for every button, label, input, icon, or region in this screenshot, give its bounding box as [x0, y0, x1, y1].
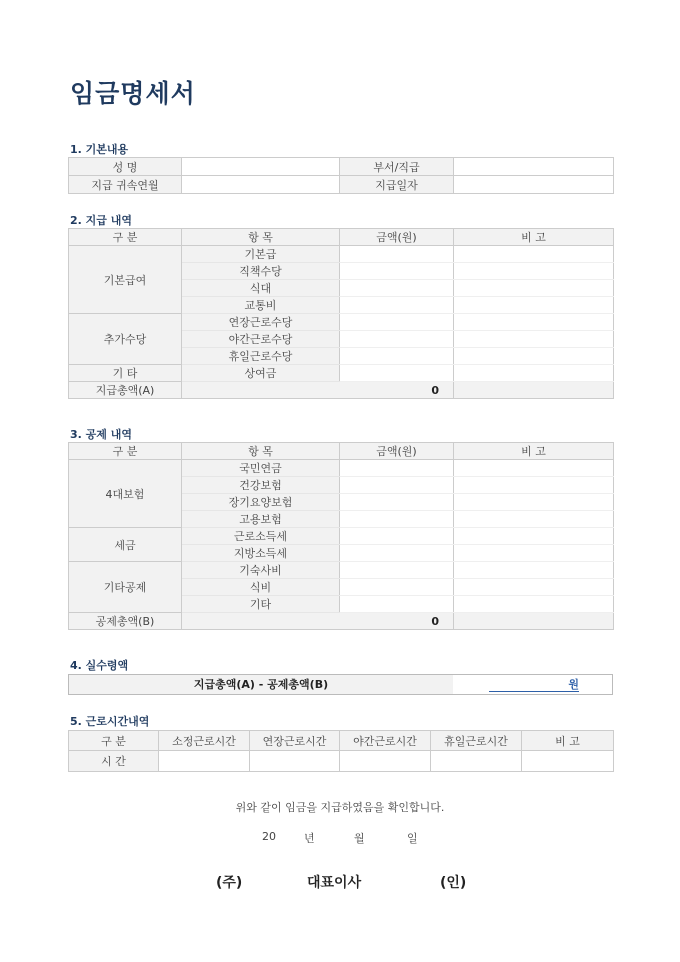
- amount-cell[interactable]: [340, 460, 454, 477]
- note-cell[interactable]: [454, 348, 614, 365]
- payment-total-amount: 0: [431, 383, 439, 397]
- item-label: 근로소득세: [182, 528, 340, 545]
- group-tax: 세금: [69, 528, 182, 562]
- payment-total-value: [182, 382, 454, 399]
- header-item: 항 목: [182, 443, 340, 460]
- amount-cell[interactable]: [340, 263, 454, 280]
- item-label: 기본급: [182, 246, 340, 263]
- date-year-prefix: 20: [262, 830, 276, 843]
- item-label: 지방소득세: [182, 545, 340, 562]
- amount-cell[interactable]: [340, 528, 454, 545]
- basic-info-table: [68, 157, 614, 194]
- net-pay-unit: 원: [568, 678, 579, 691]
- note-cell[interactable]: [454, 246, 614, 263]
- period-field[interactable]: [182, 176, 340, 194]
- overtime-hours-cell[interactable]: [250, 751, 340, 772]
- hours-note-cell[interactable]: [522, 751, 614, 772]
- note-cell[interactable]: [454, 477, 614, 494]
- group-extra-allowance: 추가수당: [69, 314, 182, 365]
- item-label: 기숙사비: [182, 562, 340, 579]
- date-year-label: 년: [304, 832, 315, 845]
- item-label: 야간근로수당: [182, 331, 340, 348]
- amount-cell[interactable]: [340, 348, 454, 365]
- note-cell[interactable]: [454, 280, 614, 297]
- deduction-total-note: [454, 613, 614, 630]
- note-cell[interactable]: [454, 314, 614, 331]
- section-hours-heading: 5. 근로시간내역: [70, 715, 150, 728]
- item-label: 직책수당: [182, 263, 340, 280]
- note-cell[interactable]: [454, 494, 614, 511]
- period-label: 지급 귀속연월: [69, 176, 182, 194]
- item-label: 건강보험: [182, 477, 340, 494]
- note-cell[interactable]: [454, 331, 614, 348]
- amount-cell[interactable]: [340, 562, 454, 579]
- item-label: 국민연금: [182, 460, 340, 477]
- holiday-hours-cell[interactable]: [431, 751, 522, 772]
- confirmation-text: 위와 같이 임금을 지급하였음을 확인합니다.: [235, 801, 445, 814]
- dept-label: 부서/직급: [340, 158, 454, 176]
- amount-cell[interactable]: [340, 511, 454, 528]
- group-basic-pay: 기본급여: [69, 246, 182, 314]
- header-amount: 금액(원): [340, 443, 454, 460]
- item-label: 식대: [182, 280, 340, 297]
- regular-hours-cell[interactable]: [159, 751, 250, 772]
- amount-cell[interactable]: [340, 365, 454, 382]
- hours-header: 야간근로시간: [340, 731, 431, 751]
- item-label: 연장근로수당: [182, 314, 340, 331]
- item-label: 교통비: [182, 297, 340, 314]
- header-note: 비 고: [454, 443, 614, 460]
- payment-table: [68, 228, 614, 399]
- header-amount: 금액(원): [340, 229, 454, 246]
- item-label: 장기요양보험: [182, 494, 340, 511]
- note-cell[interactable]: [454, 562, 614, 579]
- group-social-insurance: 4대보험: [69, 460, 182, 528]
- note-cell[interactable]: [454, 297, 614, 314]
- net-pay-formula: 지급총액(A) - 공제총액(B): [69, 675, 453, 694]
- deduction-total-label: 공제총액(B): [69, 613, 182, 630]
- section-deduction-heading: 3. 공제 내역: [70, 428, 132, 441]
- amount-cell[interactable]: [340, 280, 454, 297]
- note-cell[interactable]: [454, 545, 614, 562]
- ceo-label: 대표이사: [307, 875, 362, 891]
- amount-cell[interactable]: [340, 297, 454, 314]
- page-title: 임금명세서: [70, 79, 196, 108]
- section-net-heading: 4. 실수령액: [70, 659, 129, 672]
- amount-cell[interactable]: [340, 579, 454, 596]
- deduction-total-amount: 0: [431, 614, 439, 628]
- hours-header: 비 고: [522, 731, 614, 751]
- item-label: 기타: [182, 596, 340, 613]
- date-day-label: 일: [407, 832, 418, 845]
- work-hours-table: [68, 730, 614, 772]
- hours-header: 소정근로시간: [159, 731, 250, 751]
- company-label: (주): [216, 875, 243, 891]
- name-field[interactable]: [182, 158, 340, 176]
- net-pay-box: [68, 674, 613, 695]
- item-label: 휴일근로수당: [182, 348, 340, 365]
- amount-cell[interactable]: [340, 477, 454, 494]
- hours-header: 휴일근로시간: [431, 731, 522, 751]
- note-cell[interactable]: [454, 596, 614, 613]
- item-label: 고용보험: [182, 511, 340, 528]
- amount-cell[interactable]: [340, 246, 454, 263]
- payment-total-note: [454, 382, 614, 399]
- header-item: 항 목: [182, 229, 340, 246]
- header-category: 구 분: [69, 229, 182, 246]
- note-cell[interactable]: [454, 511, 614, 528]
- note-cell[interactable]: [454, 528, 614, 545]
- paydate-field[interactable]: [454, 176, 614, 194]
- date-month-label: 월: [354, 832, 365, 845]
- seal-label: (인): [440, 875, 467, 891]
- night-hours-cell[interactable]: [340, 751, 431, 772]
- payment-total-label: 지급총액(A): [69, 382, 182, 399]
- amount-cell[interactable]: [340, 331, 454, 348]
- amount-cell[interactable]: [340, 596, 454, 613]
- group-other-deduction: 기타공제: [69, 562, 182, 613]
- note-cell[interactable]: [454, 460, 614, 477]
- amount-cell[interactable]: [340, 494, 454, 511]
- deduction-total-value: [182, 613, 454, 630]
- amount-cell[interactable]: [340, 314, 454, 331]
- hours-header: 구 분: [69, 731, 159, 751]
- hours-header: 연장근로시간: [250, 731, 340, 751]
- hours-row-label: 시 간: [69, 751, 159, 772]
- note-cell[interactable]: [454, 579, 614, 596]
- section-payment-heading: 2. 지급 내역: [70, 214, 132, 227]
- item-label: 상여금: [182, 365, 340, 382]
- header-note: 비 고: [454, 229, 614, 246]
- group-other: 기 타: [69, 365, 182, 382]
- item-label: 식비: [182, 579, 340, 596]
- dept-field[interactable]: [454, 158, 614, 176]
- header-category: 구 분: [69, 443, 182, 460]
- note-cell[interactable]: [454, 365, 614, 382]
- paydate-label: 지급일자: [340, 176, 454, 194]
- name-label: 성 명: [69, 158, 182, 176]
- deduction-table: [68, 442, 614, 630]
- note-cell[interactable]: [454, 263, 614, 280]
- net-pay-amount-field[interactable]: [489, 679, 579, 692]
- amount-cell[interactable]: [340, 545, 454, 562]
- section-basic-heading: 1. 기본내용: [70, 143, 129, 156]
